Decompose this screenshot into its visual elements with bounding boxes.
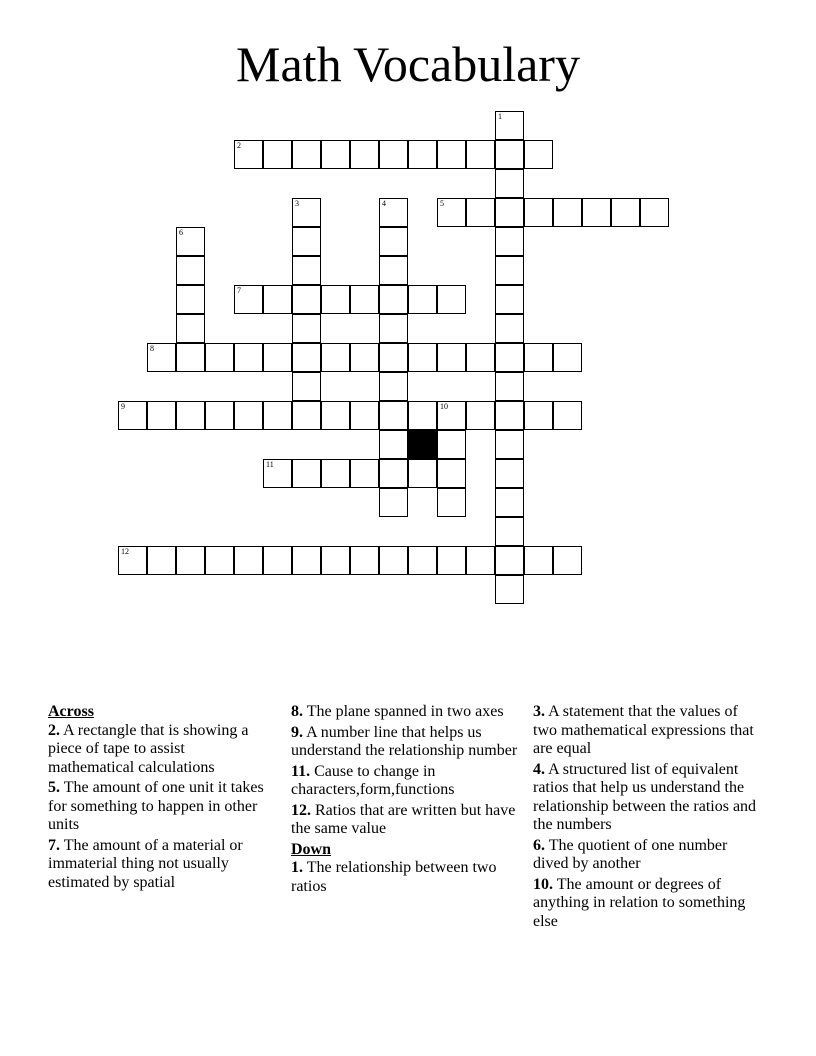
grid-cell[interactable] xyxy=(379,488,408,517)
clue-text: A structured list of equivalent ratios that help us understand the relationship between the ratios and the numbers xyxy=(533,760,757,833)
grid-cell[interactable] xyxy=(263,546,292,575)
grid-cell[interactable] xyxy=(379,343,408,372)
grid-cell[interactable] xyxy=(379,401,408,430)
cell-number: 4 xyxy=(382,199,386,208)
clue-across-2 xyxy=(48,722,273,778)
grid-cell[interactable] xyxy=(379,227,408,256)
clue-number: 6. xyxy=(533,836,545,854)
clue-down-3 xyxy=(533,703,763,759)
grid-cell[interactable] xyxy=(379,372,408,401)
grid-cell[interactable] xyxy=(263,343,292,372)
grid-cell[interactable] xyxy=(495,517,524,546)
grid-cell[interactable] xyxy=(263,459,292,488)
grid-cell[interactable] xyxy=(292,343,321,372)
grid-cell[interactable] xyxy=(292,372,321,401)
grid-cell[interactable] xyxy=(118,401,147,430)
grid-cell[interactable] xyxy=(553,343,582,372)
grid-cell[interactable] xyxy=(263,140,292,169)
grid-cell[interactable] xyxy=(408,140,437,169)
clue-across-8 xyxy=(291,703,523,722)
cell-number: 7 xyxy=(237,286,241,295)
black-cell xyxy=(408,430,437,459)
grid-cell[interactable] xyxy=(147,546,176,575)
clue-number: 10. xyxy=(533,875,553,893)
grid-cell[interactable] xyxy=(524,546,553,575)
grid-cell[interactable] xyxy=(176,227,205,256)
grid-cell[interactable] xyxy=(321,285,350,314)
grid-cell[interactable] xyxy=(553,546,582,575)
grid-cell[interactable] xyxy=(495,343,524,372)
grid-cell[interactable] xyxy=(437,343,466,372)
grid-cell[interactable] xyxy=(321,401,350,430)
clue-text: The amount of one unit it takes for something to happen in other units xyxy=(48,779,264,833)
grid-cell[interactable] xyxy=(466,140,495,169)
grid-cell[interactable] xyxy=(495,314,524,343)
cell-number: 9 xyxy=(121,402,125,411)
grid-cell[interactable] xyxy=(408,459,437,488)
grid-cell[interactable] xyxy=(437,546,466,575)
grid-cell[interactable] xyxy=(292,140,321,169)
grid-cell[interactable] xyxy=(379,198,408,227)
grid-cell[interactable] xyxy=(176,285,205,314)
cell-number: 11 xyxy=(266,460,274,469)
clue-text: A rectangle that is showing a piece of tape to assist mathematical calculations xyxy=(48,721,249,776)
cell-number: 10 xyxy=(440,402,448,411)
clue-text: A statement that the values of two mathematical expressions that are equal xyxy=(533,703,754,757)
grid-cell[interactable] xyxy=(408,401,437,430)
grid-cell[interactable] xyxy=(292,459,321,488)
grid-cell[interactable] xyxy=(524,343,553,372)
grid-cell[interactable] xyxy=(234,140,263,169)
grid-cell[interactable] xyxy=(437,430,466,459)
clue-down-4 xyxy=(533,761,763,835)
grid-cell[interactable] xyxy=(379,140,408,169)
grid-cell[interactable] xyxy=(524,401,553,430)
grid-cell[interactable] xyxy=(611,198,640,227)
grid-cell[interactable] xyxy=(292,256,321,285)
grid-cell[interactable] xyxy=(292,227,321,256)
grid-cell[interactable] xyxy=(408,546,437,575)
grid-cell[interactable] xyxy=(437,285,466,314)
grid-cell[interactable] xyxy=(379,546,408,575)
cell-number: 3 xyxy=(295,199,299,208)
clue-text: Cause to change in characters,form,functions xyxy=(291,762,455,798)
grid-cell[interactable] xyxy=(495,140,524,169)
clue-number: 11. xyxy=(291,762,311,780)
clue-text: A number line that helps us understand the relationship number xyxy=(291,723,518,759)
clue-number: 3. xyxy=(533,703,545,720)
grid-cell[interactable] xyxy=(379,285,408,314)
grid-cell[interactable] xyxy=(408,343,437,372)
clue-text: The quotient of one number dived by another xyxy=(533,836,728,872)
grid-cell[interactable] xyxy=(495,111,524,140)
grid-cell[interactable] xyxy=(495,459,524,488)
grid-cell[interactable] xyxy=(292,314,321,343)
clue-across-7 xyxy=(48,837,273,893)
grid-cell[interactable] xyxy=(408,285,437,314)
grid-cell[interactable] xyxy=(321,546,350,575)
grid-cell[interactable] xyxy=(147,343,176,372)
grid-cell[interactable] xyxy=(234,546,263,575)
grid-cell[interactable] xyxy=(437,140,466,169)
grid-cell[interactable] xyxy=(495,256,524,285)
across-heading: Across xyxy=(48,703,94,720)
grid-cell[interactable] xyxy=(118,546,147,575)
cell-number: 5 xyxy=(440,199,444,208)
cell-number: 1 xyxy=(498,112,502,121)
grid-cell[interactable] xyxy=(292,401,321,430)
grid-cell[interactable] xyxy=(176,401,205,430)
grid-cell[interactable] xyxy=(205,401,234,430)
grid-cell[interactable] xyxy=(263,401,292,430)
grid-cell[interactable] xyxy=(350,140,379,169)
grid-cell[interactable] xyxy=(350,459,379,488)
grid-cell[interactable] xyxy=(437,401,466,430)
grid-cell[interactable] xyxy=(147,401,176,430)
grid-cell[interactable] xyxy=(176,314,205,343)
clue-column-1 xyxy=(48,703,273,894)
clue-number: 5. xyxy=(48,779,60,796)
clue-number: 4. xyxy=(533,760,545,778)
grid-cell[interactable] xyxy=(582,198,611,227)
grid-cell[interactable] xyxy=(495,198,524,227)
cell-number: 8 xyxy=(150,344,154,353)
grid-cell[interactable] xyxy=(321,140,350,169)
grid-cell[interactable] xyxy=(350,401,379,430)
clue-across-12 xyxy=(291,802,523,839)
cell-number: 6 xyxy=(179,228,183,237)
grid-cell[interactable] xyxy=(321,343,350,372)
grid-cell[interactable] xyxy=(495,401,524,430)
grid-cell[interactable] xyxy=(234,285,263,314)
grid-cell[interactable] xyxy=(495,575,524,604)
clue-column-3 xyxy=(533,703,763,933)
grid-cell[interactable] xyxy=(466,546,495,575)
clue-across-11 xyxy=(291,763,523,800)
down-heading: Down xyxy=(291,840,332,858)
clue-text: The amount or degrees of anything in relation to something else xyxy=(533,875,746,930)
grid-cell[interactable] xyxy=(437,459,466,488)
grid-cell[interactable] xyxy=(495,488,524,517)
grid-cell[interactable] xyxy=(379,256,408,285)
clue-text: The plane spanned in two axes xyxy=(306,703,504,720)
grid-cell[interactable] xyxy=(495,430,524,459)
clue-down-6 xyxy=(533,837,763,874)
grid-cell[interactable] xyxy=(176,546,205,575)
grid-cell[interactable] xyxy=(205,546,234,575)
clue-text: The amount of a material or immaterial thing not usually estimated by spatial xyxy=(48,836,243,891)
clue-number: 8. xyxy=(291,703,303,720)
grid-cell[interactable] xyxy=(466,343,495,372)
grid-cell[interactable] xyxy=(292,546,321,575)
grid-cell[interactable] xyxy=(524,198,553,227)
grid-cell[interactable] xyxy=(466,401,495,430)
grid-cell[interactable] xyxy=(176,343,205,372)
grid-cell[interactable] xyxy=(553,401,582,430)
grid-cell[interactable] xyxy=(495,372,524,401)
clue-number: 7. xyxy=(48,836,60,854)
grid-cell[interactable] xyxy=(350,285,379,314)
clue-text: The relationship between two ratios xyxy=(291,859,497,895)
grid-cell[interactable] xyxy=(263,285,292,314)
clue-column-2 xyxy=(291,703,523,898)
clue-number: 1. xyxy=(291,859,303,876)
clue-number: 12. xyxy=(291,801,311,819)
clue-down-1 xyxy=(291,859,523,896)
grid-cell[interactable] xyxy=(234,343,263,372)
grid-cell[interactable] xyxy=(350,546,379,575)
grid-cell[interactable] xyxy=(379,430,408,459)
grid-cell[interactable] xyxy=(379,314,408,343)
grid-cell[interactable] xyxy=(495,227,524,256)
grid-cell[interactable] xyxy=(466,198,495,227)
grid-cell[interactable] xyxy=(553,198,582,227)
grid-cell[interactable] xyxy=(524,140,553,169)
clue-across-9 xyxy=(291,724,523,761)
cell-number: 2 xyxy=(237,141,241,150)
page-title: Math Vocabulary xyxy=(236,36,580,92)
grid-cell[interactable] xyxy=(495,546,524,575)
grid-cell[interactable] xyxy=(292,285,321,314)
grid-cell[interactable] xyxy=(350,343,379,372)
cell-number: 12 xyxy=(121,547,129,556)
grid-cell[interactable] xyxy=(437,198,466,227)
grid-cell[interactable] xyxy=(205,343,234,372)
clue-text: Ratios that are written but have the same value xyxy=(291,801,516,837)
clue-number: 2. xyxy=(48,721,60,739)
grid-cell[interactable] xyxy=(495,169,524,198)
grid-cell[interactable] xyxy=(176,256,205,285)
grid-cell[interactable] xyxy=(292,198,321,227)
grid-cell[interactable] xyxy=(437,488,466,517)
grid-cell[interactable] xyxy=(321,459,350,488)
clue-number: 9. xyxy=(291,723,303,741)
grid-cell[interactable] xyxy=(234,401,263,430)
grid-cell[interactable] xyxy=(495,285,524,314)
grid-cell[interactable] xyxy=(640,198,669,227)
grid-cell[interactable] xyxy=(379,459,408,488)
clue-across-5 xyxy=(48,779,273,835)
clue-down-10 xyxy=(533,876,763,932)
